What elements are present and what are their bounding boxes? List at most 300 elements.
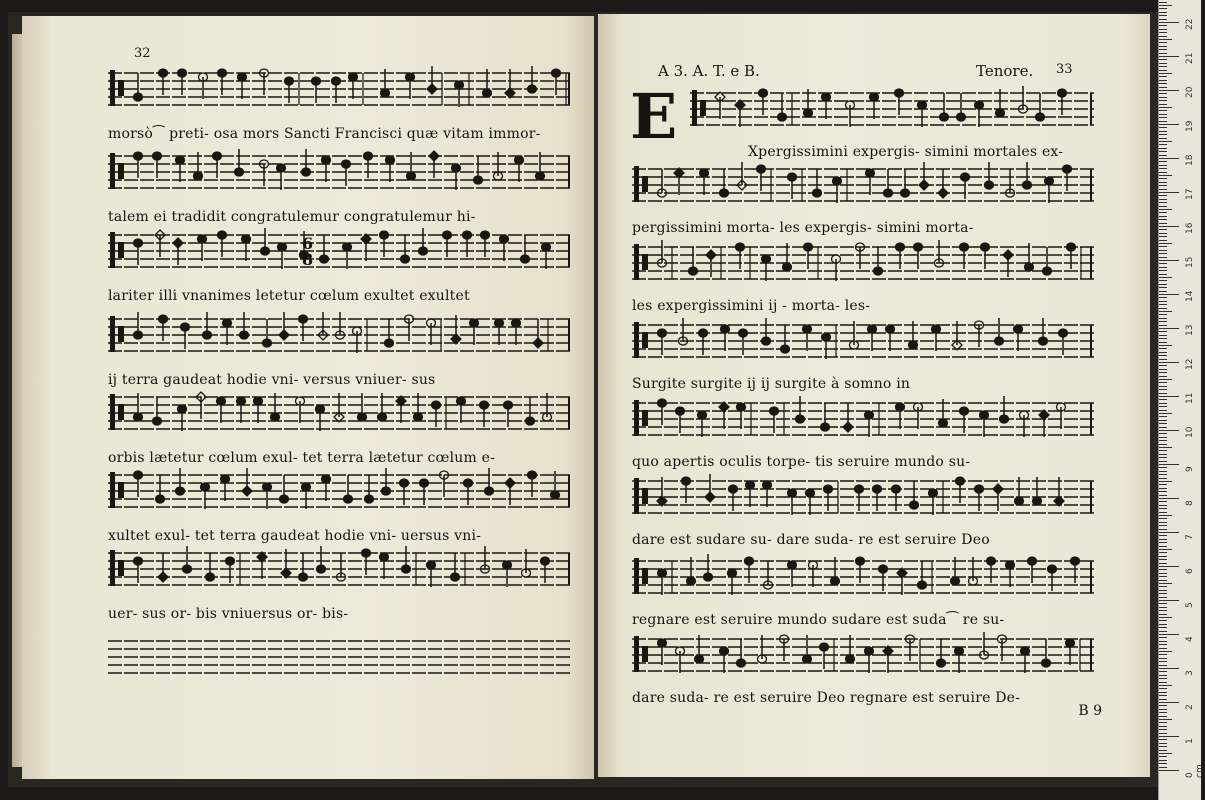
measuring-ruler [1158, 0, 1205, 800]
note [223, 319, 232, 345]
ruler-tick [1159, 665, 1167, 666]
note [719, 402, 729, 429]
note [938, 169, 948, 198]
ruler-tick [1159, 70, 1167, 71]
ruler-tick [1159, 512, 1167, 513]
ruler-tick [1159, 175, 1172, 176]
ruler-tick [1159, 131, 1167, 132]
note [896, 403, 905, 429]
ruler-tick [1159, 631, 1167, 632]
ruler-tick [1159, 80, 1167, 81]
ruler-tick [1159, 253, 1167, 254]
note [226, 557, 235, 583]
ruler-tick [1159, 148, 1167, 149]
ruler-tick [1159, 763, 1167, 764]
note [279, 312, 289, 340]
note [183, 546, 192, 573]
note [796, 396, 805, 423]
note [503, 561, 512, 587]
ruler-tick [1159, 49, 1167, 50]
ruler-tick [1159, 620, 1167, 621]
ruler-tick [1159, 433, 1167, 434]
ruler-tick [1159, 709, 1167, 710]
note [883, 646, 893, 673]
ruler-tick [1159, 563, 1167, 564]
note [1048, 565, 1057, 591]
note [134, 73, 143, 101]
note [382, 468, 391, 495]
note [342, 160, 351, 186]
ruler-tick [1159, 576, 1167, 577]
ruler-tick [1159, 651, 1172, 652]
note [198, 235, 207, 261]
ruler-tick [1159, 627, 1167, 628]
ruler-tick [1159, 87, 1167, 88]
ruler-tick [1159, 90, 1179, 91]
note [134, 471, 143, 497]
ruler-number: 6 [1185, 568, 1195, 574]
ruler-tick [1159, 134, 1167, 135]
music-staff [632, 240, 1094, 294]
clef-mark [110, 316, 115, 352]
lyric-line: uer- sus or- bis vniuersus or- bis- [108, 606, 349, 622]
ruler-tick [1159, 566, 1179, 567]
ruler-tick [1159, 719, 1172, 720]
note [715, 92, 725, 119]
ruler-tick [1159, 617, 1172, 618]
ruler-tick [1159, 682, 1167, 683]
note [302, 483, 311, 509]
note [316, 405, 325, 431]
ruler-tick [1159, 386, 1167, 387]
ruler-tick [1159, 739, 1167, 740]
ruler-tick [1159, 297, 1167, 298]
note [658, 569, 667, 595]
ruler-tick [1159, 695, 1167, 696]
note [737, 639, 746, 667]
note [658, 639, 667, 665]
ruler-tick [1159, 372, 1167, 373]
note [813, 169, 822, 197]
ruler-tick [1159, 5, 1172, 6]
note [178, 69, 187, 95]
note [892, 485, 901, 511]
open-book [8, 12, 1158, 787]
note [159, 69, 168, 95]
note [762, 318, 771, 345]
music-staff [632, 162, 1094, 216]
note [322, 475, 331, 501]
note [318, 312, 328, 340]
ruler-tick [1159, 444, 1167, 445]
ruler-number: 20 [1185, 86, 1195, 98]
note [762, 255, 771, 281]
music-staff [632, 318, 1094, 372]
ruler-tick [1159, 161, 1167, 162]
ruler-tick [1159, 42, 1167, 43]
ruler-tick [1159, 454, 1167, 455]
ruler-tick [1159, 549, 1172, 550]
note [515, 156, 524, 182]
lyric-line: ij terra gaudeat hodie vni- versus vniuer- sus [108, 372, 436, 388]
note [995, 318, 1004, 345]
time-signature [302, 236, 313, 268]
ruler-number: 16 [1185, 222, 1195, 234]
ruler-tick [1159, 223, 1167, 224]
note [960, 407, 969, 433]
ruler-tick [1159, 277, 1172, 278]
ruler-tick [1159, 474, 1167, 475]
note [542, 243, 551, 269]
note [960, 243, 969, 269]
right-page-number: 33 [1056, 62, 1073, 77]
ruler-tick [1159, 12, 1167, 13]
ruler-tick [1159, 342, 1167, 343]
clef-mark [110, 394, 115, 430]
note [870, 93, 879, 119]
ruler-number: 15 [1185, 256, 1195, 268]
ruler-tick [1159, 382, 1167, 383]
note [1021, 647, 1030, 673]
note [832, 255, 841, 281]
ruler-tick [1159, 593, 1167, 594]
ruler-tick [1159, 127, 1167, 128]
ruler-tick [1159, 15, 1167, 16]
ruler-tick [1159, 389, 1167, 390]
note [481, 231, 490, 257]
note [420, 479, 429, 505]
ruler-number: 10 [1185, 426, 1195, 438]
note [495, 319, 504, 345]
note [1067, 243, 1076, 269]
note [865, 647, 874, 673]
ruler-tick [1159, 328, 1179, 329]
ruler-tick [1159, 518, 1167, 519]
ruler-tick [1159, 427, 1167, 428]
ruler-tick [1159, 287, 1167, 288]
note [480, 401, 489, 427]
ruler-tick [1159, 535, 1167, 536]
note [396, 396, 406, 423]
note [332, 77, 341, 103]
note [277, 164, 286, 190]
note [240, 312, 249, 339]
note [824, 485, 833, 511]
ruler-tick [1159, 233, 1167, 234]
clef-mark [110, 472, 115, 508]
ruler-tick [1159, 447, 1172, 448]
note [419, 228, 428, 255]
lyric-line: pergissimini morta- les expergis- simini morta- [632, 220, 974, 236]
note [658, 399, 667, 425]
note [528, 471, 537, 497]
ruler-tick [1159, 66, 1167, 67]
note [1066, 639, 1075, 665]
music-staff [632, 632, 1094, 686]
ruler-tick [1159, 610, 1167, 611]
note [1039, 410, 1049, 437]
ruler-tick [1159, 195, 1167, 196]
ruler-tick [1159, 267, 1167, 268]
ruler-tick [1159, 362, 1179, 363]
ruler-number: 17 [1185, 188, 1195, 200]
note [470, 319, 479, 345]
ruler-number: 0 cm [1185, 764, 1205, 778]
decorated-initial: E [630, 80, 678, 153]
note [552, 69, 561, 95]
note [451, 553, 460, 581]
ruler-tick [1159, 359, 1167, 360]
ruler-tick [1159, 104, 1167, 105]
note [981, 243, 990, 269]
note [181, 323, 190, 349]
note [1020, 411, 1029, 437]
note [918, 561, 927, 589]
note [985, 162, 994, 189]
clef-mark [110, 70, 115, 106]
ruler-tick [1159, 25, 1167, 26]
ruler-tick [1159, 481, 1172, 482]
ruler-tick [1159, 304, 1167, 305]
note [364, 152, 373, 178]
note [1045, 177, 1054, 203]
lyric-line: les expergissimini ij - morta- les- [632, 298, 871, 314]
note [299, 553, 308, 581]
ruler-tick [1159, 93, 1167, 94]
note [257, 552, 267, 579]
ruler-tick [1159, 202, 1167, 203]
note [526, 397, 535, 425]
note [406, 73, 415, 99]
ruler-tick [1159, 352, 1167, 353]
left-page-number: 32 [134, 46, 151, 61]
ruler-tick [1159, 124, 1179, 125]
ruler-tick [1159, 430, 1179, 431]
note [134, 557, 143, 583]
left-page [22, 16, 594, 779]
note [1057, 403, 1066, 429]
ruler-tick [1159, 498, 1179, 499]
note [365, 475, 374, 503]
note [427, 319, 436, 345]
ruler-tick [1159, 515, 1172, 516]
note [285, 77, 294, 103]
ruler-tick [1159, 685, 1172, 686]
note [809, 561, 818, 587]
clef-mark [634, 478, 639, 514]
note [961, 173, 970, 199]
ruler-tick [1159, 250, 1167, 251]
note [201, 483, 210, 509]
ruler-tick [1159, 729, 1167, 730]
note [221, 475, 230, 501]
ruler-tick [1159, 471, 1167, 472]
note [901, 169, 910, 197]
ruler-tick [1159, 590, 1167, 591]
ruler-number: 1 [1185, 738, 1195, 744]
ruler-tick [1159, 552, 1167, 553]
ruler-tick [1159, 182, 1167, 183]
note [788, 561, 797, 587]
ruler-tick [1159, 294, 1179, 295]
note [178, 405, 187, 431]
note [846, 101, 855, 127]
note [937, 639, 946, 667]
note [868, 325, 877, 351]
lyric-line: morsò⁀ preti- osa mors Sancti Francisci quæ vitam immor- [108, 126, 541, 142]
ruler-tick [1159, 546, 1167, 547]
ruler-tick [1159, 39, 1172, 40]
ruler-tick [1159, 226, 1179, 227]
ruler-tick [1159, 345, 1172, 346]
note [879, 565, 888, 591]
note [317, 546, 326, 573]
note [822, 93, 831, 119]
note [788, 489, 797, 515]
note [254, 397, 263, 423]
note [427, 561, 436, 587]
voice-header: A 3. A. T. e B. [658, 62, 760, 80]
ruler-tick [1159, 603, 1167, 604]
ruler-tick [1159, 141, 1172, 142]
note [822, 333, 831, 359]
ruler-tick [1159, 467, 1167, 468]
part-name: Tenore. [976, 62, 1034, 80]
note [720, 647, 729, 673]
ruler-tick [1159, 301, 1167, 302]
note [302, 149, 311, 176]
note [806, 489, 815, 515]
ruler-tick [1159, 661, 1167, 662]
note [746, 481, 755, 507]
note [987, 557, 996, 583]
note [457, 397, 466, 423]
note [400, 479, 409, 505]
ruler-tick [1159, 671, 1167, 672]
note [658, 329, 667, 355]
lyric-line: Surgite surgite ij ij surgite à somno in [632, 376, 911, 392]
note [1063, 165, 1072, 191]
ruler-number: 22 [1185, 18, 1195, 30]
ruler-number: 19 [1185, 120, 1195, 132]
ruler-tick [1159, 209, 1172, 210]
ruler-tick [1159, 158, 1179, 159]
clef-mark [110, 153, 115, 189]
note [932, 325, 941, 351]
note [729, 485, 738, 511]
note [512, 319, 521, 345]
note [704, 554, 713, 581]
note [237, 397, 246, 423]
ruler-tick [1159, 321, 1167, 322]
ruler-tick [1159, 532, 1179, 533]
ruler-tick [1159, 607, 1167, 608]
note [763, 481, 772, 507]
music-staff [108, 468, 572, 522]
note [700, 169, 709, 195]
ruler-number: 2 [1185, 704, 1195, 710]
note [855, 485, 864, 511]
note [263, 483, 272, 509]
ruler-tick [1159, 311, 1172, 312]
note [238, 73, 247, 99]
ruler-number: 21 [1185, 52, 1195, 64]
clef-mark [634, 166, 639, 202]
ruler-number: 11 [1185, 392, 1195, 404]
ruler-tick [1159, 280, 1167, 281]
ruler-tick [1159, 423, 1167, 424]
note [1028, 557, 1037, 583]
note [874, 247, 883, 275]
ruler-tick [1159, 325, 1167, 326]
note [134, 239, 143, 265]
note [134, 312, 143, 339]
ruler-tick [1159, 505, 1167, 506]
ruler-tick [1159, 491, 1167, 492]
clef-mark [634, 636, 639, 672]
ruler-tick [1159, 750, 1167, 751]
ruler-tick [1159, 243, 1172, 244]
ruler-tick [1159, 668, 1179, 669]
music-staff [108, 546, 572, 600]
note [385, 319, 394, 347]
note [676, 647, 685, 673]
note [213, 152, 222, 178]
note [1036, 93, 1045, 121]
ruler-tick [1159, 736, 1179, 737]
ruler-tick [1159, 743, 1167, 744]
note [312, 77, 321, 103]
note [203, 312, 212, 339]
note [349, 73, 358, 99]
note [386, 156, 395, 182]
note [865, 411, 874, 437]
ruler-tick [1159, 263, 1167, 264]
note [343, 243, 352, 269]
note [975, 485, 984, 511]
note [757, 165, 766, 191]
note [884, 169, 893, 197]
note [443, 231, 452, 257]
ruler-tick [1159, 212, 1167, 213]
note [918, 101, 927, 127]
music-staff [690, 86, 1094, 140]
ruler-tick [1159, 760, 1167, 761]
note [432, 401, 441, 427]
lyric-line: orbis lætetur cœlum exul- tet terra lætetur cœlum e- [108, 450, 496, 466]
note [1023, 162, 1032, 189]
note [781, 325, 790, 353]
clef-mark [692, 90, 697, 126]
note [739, 329, 748, 355]
ruler-tick [1159, 699, 1167, 700]
ruler-tick [1159, 484, 1167, 485]
ruler-tick [1159, 121, 1167, 122]
ruler-tick [1159, 260, 1179, 261]
ruler-tick [1159, 753, 1172, 754]
ruler-tick [1159, 144, 1167, 145]
note [820, 643, 829, 669]
clef-mark [110, 232, 115, 268]
ruler-tick [1159, 573, 1167, 574]
ruler-tick [1159, 648, 1167, 649]
ruler-tick [1159, 8, 1167, 9]
ruler-tick [1159, 107, 1172, 108]
ruler-tick [1159, 240, 1167, 241]
ruler-number: 13 [1185, 324, 1195, 336]
ruler-tick [1159, 440, 1167, 441]
ruler-tick [1159, 488, 1167, 489]
